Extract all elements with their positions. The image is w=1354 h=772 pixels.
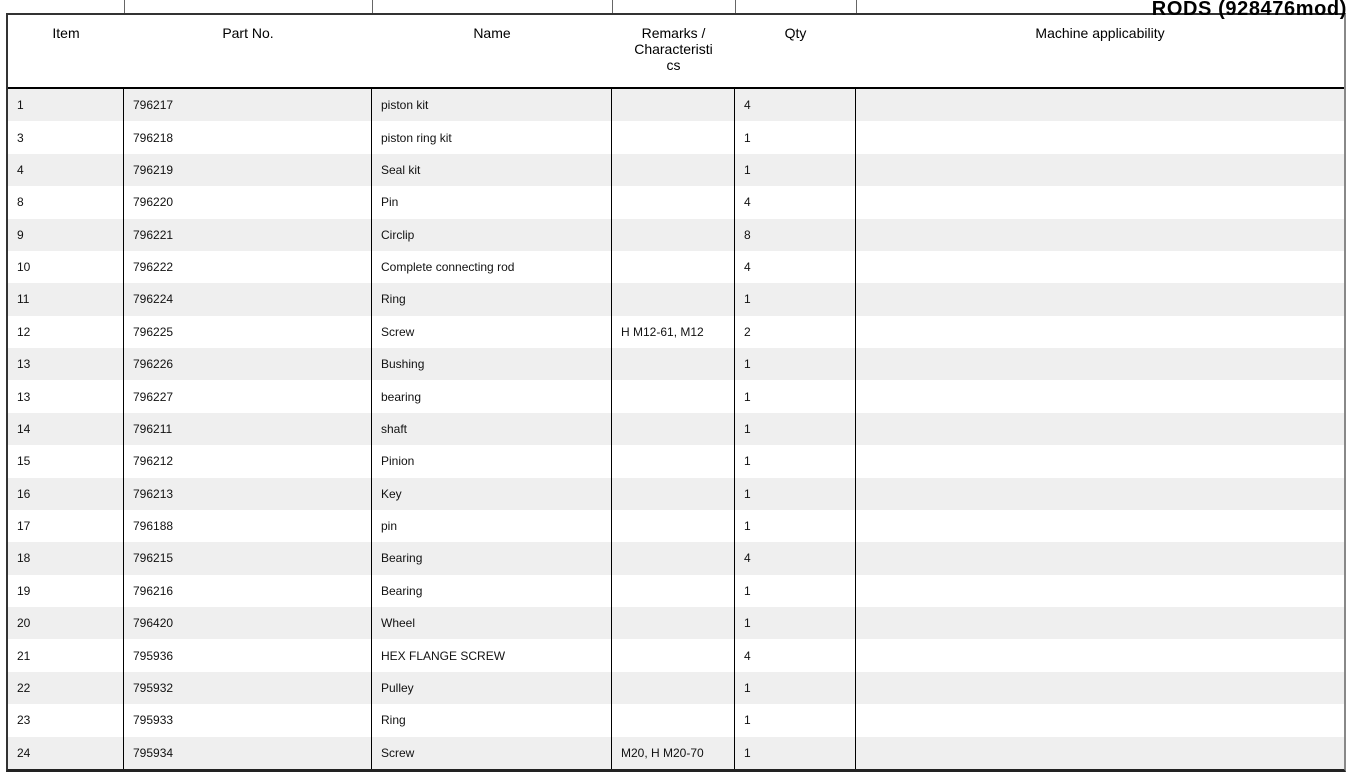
table-header <box>8 15 1344 89</box>
column-header-name: Name <box>473 25 511 41</box>
cell-qty: 4 <box>735 639 856 671</box>
cell-remarks <box>612 672 735 704</box>
cell-qty: 1 <box>735 413 856 445</box>
cell-qty: 4 <box>735 89 856 121</box>
cell-item: 9 <box>8 219 124 251</box>
cell-item: 23 <box>8 704 124 736</box>
cell-remarks: H M12-61, M12 <box>612 316 735 348</box>
cell-machine-applicability <box>856 510 1344 542</box>
cell-machine-applicability <box>856 639 1344 671</box>
cell-name: Ring <box>372 704 612 736</box>
cell-name: Bearing <box>372 575 612 607</box>
table-row <box>8 445 1344 477</box>
cell-qty: 1 <box>735 121 856 153</box>
cell-remarks <box>612 607 735 639</box>
cell-remarks: M20, H M20-70 <box>612 737 735 769</box>
cell-machine-applicability <box>856 704 1344 736</box>
cell-remarks <box>612 186 735 218</box>
cell-machine-applicability <box>856 89 1344 121</box>
cell-name: Pulley <box>372 672 612 704</box>
table-row <box>8 542 1344 574</box>
cell-item: 24 <box>8 737 124 769</box>
parts-table <box>6 13 1346 772</box>
cell-remarks <box>612 154 735 186</box>
cell-part-no: 796226 <box>124 348 372 380</box>
cell-qty: 1 <box>735 348 856 380</box>
cell-machine-applicability <box>856 380 1344 412</box>
cell-qty: 1 <box>735 283 856 315</box>
cell-machine-applicability <box>856 316 1344 348</box>
cell-name: Seal kit <box>372 154 612 186</box>
cell-machine-applicability <box>856 607 1344 639</box>
cell-qty: 1 <box>735 154 856 186</box>
table-row <box>8 607 1344 639</box>
cell-remarks <box>612 704 735 736</box>
column-header-qty: Qty <box>784 25 807 41</box>
cell-name: Pin <box>372 186 612 218</box>
cell-part-no: 796220 <box>124 186 372 218</box>
table-row <box>8 348 1344 380</box>
cell-qty: 2 <box>735 316 856 348</box>
table-row <box>8 89 1344 121</box>
cell-remarks <box>612 251 735 283</box>
table-row <box>8 380 1344 412</box>
cell-name: Bearing <box>372 542 612 574</box>
cell-machine-applicability <box>856 186 1344 218</box>
cell-item: 13 <box>8 348 124 380</box>
cell-qty: 4 <box>735 251 856 283</box>
cell-part-no: 796225 <box>124 316 372 348</box>
cell-machine-applicability <box>856 737 1344 769</box>
cell-remarks <box>612 639 735 671</box>
cell-part-no: 796211 <box>124 413 372 445</box>
table-body <box>8 89 1344 769</box>
column-header-remarks <box>612 15 735 87</box>
table-row <box>8 737 1344 769</box>
table-row <box>8 575 1344 607</box>
cell-name: Ring <box>372 283 612 315</box>
page-title: RODS (928476mod) <box>1151 0 1347 20</box>
cell-machine-applicability <box>856 219 1344 251</box>
cell-name: Key <box>372 478 612 510</box>
cell-name: piston ring kit <box>372 121 612 153</box>
cell-remarks <box>612 542 735 574</box>
cell-machine-applicability <box>856 445 1344 477</box>
cell-item: 18 <box>8 542 124 574</box>
cell-machine-applicability <box>856 348 1344 380</box>
cell-remarks <box>612 445 735 477</box>
cell-remarks <box>612 380 735 412</box>
cell-remarks <box>612 121 735 153</box>
cell-machine-applicability <box>856 575 1344 607</box>
cell-item: 11 <box>8 283 124 315</box>
cell-name: pin <box>372 510 612 542</box>
cell-item: 8 <box>8 186 124 218</box>
cell-part-no: 796420 <box>124 607 372 639</box>
cell-name: Screw <box>372 316 612 348</box>
cell-qty: 1 <box>735 737 856 769</box>
cell-item: 20 <box>8 607 124 639</box>
cell-qty: 4 <box>735 542 856 574</box>
cell-item: 17 <box>8 510 124 542</box>
cell-name: Pinion <box>372 445 612 477</box>
cell-machine-applicability <box>856 542 1344 574</box>
column-grid-tick <box>735 0 736 13</box>
column-header-part-no: Part No. <box>222 25 274 41</box>
cell-part-no: 796213 <box>124 478 372 510</box>
cell-qty: 1 <box>735 510 856 542</box>
cell-machine-applicability <box>856 154 1344 186</box>
table-row <box>8 704 1344 736</box>
cell-item: 22 <box>8 672 124 704</box>
cell-remarks <box>612 283 735 315</box>
cell-qty: 4 <box>735 186 856 218</box>
table-row <box>8 219 1344 251</box>
cell-remarks <box>612 575 735 607</box>
cell-name: Bushing <box>372 348 612 380</box>
cell-name: Circlip <box>372 219 612 251</box>
cell-part-no: 796221 <box>124 219 372 251</box>
cell-item: 3 <box>8 121 124 153</box>
table-row <box>8 413 1344 445</box>
cell-part-no: 796222 <box>124 251 372 283</box>
cell-part-no: 796219 <box>124 154 372 186</box>
table-row <box>8 639 1344 671</box>
cell-part-no: 796217 <box>124 89 372 121</box>
cell-item: 16 <box>8 478 124 510</box>
cell-part-no: 796224 <box>124 283 372 315</box>
cell-remarks <box>612 510 735 542</box>
cell-name: HEX FLANGE SCREW <box>372 639 612 671</box>
table-row <box>8 478 1344 510</box>
cell-name: Screw <box>372 737 612 769</box>
cell-qty: 8 <box>735 219 856 251</box>
cell-part-no: 796188 <box>124 510 372 542</box>
column-grid-tick <box>856 0 857 13</box>
cell-qty: 1 <box>735 380 856 412</box>
cell-part-no: 796216 <box>124 575 372 607</box>
cell-part-no: 796212 <box>124 445 372 477</box>
cell-item: 1 <box>8 89 124 121</box>
cell-remarks <box>612 478 735 510</box>
cell-machine-applicability <box>856 413 1344 445</box>
cell-qty: 1 <box>735 445 856 477</box>
cell-machine-applicability <box>856 283 1344 315</box>
cell-item: 12 <box>8 316 124 348</box>
cell-part-no: 796218 <box>124 121 372 153</box>
cell-part-no: 795934 <box>124 737 372 769</box>
cell-machine-applicability <box>856 251 1344 283</box>
cell-machine-applicability <box>856 121 1344 153</box>
column-grid-tick <box>612 0 613 13</box>
cell-machine-applicability <box>856 478 1344 510</box>
cell-part-no: 796215 <box>124 542 372 574</box>
cell-part-no: 795933 <box>124 704 372 736</box>
cell-name: piston kit <box>372 89 612 121</box>
cell-item: 14 <box>8 413 124 445</box>
cell-qty: 1 <box>735 607 856 639</box>
cell-remarks <box>612 413 735 445</box>
cell-qty: 1 <box>735 575 856 607</box>
cell-part-no: 795932 <box>124 672 372 704</box>
table-row <box>8 283 1344 315</box>
cell-remarks <box>612 348 735 380</box>
cell-part-no: 796227 <box>124 380 372 412</box>
column-header-item: Item <box>52 25 80 41</box>
cell-qty: 1 <box>735 704 856 736</box>
cell-name: bearing <box>372 380 612 412</box>
cell-remarks <box>612 219 735 251</box>
column-grid-tick <box>124 0 125 13</box>
cell-name: Wheel <box>372 607 612 639</box>
cell-qty: 1 <box>735 478 856 510</box>
table-row <box>8 316 1344 348</box>
table-row <box>8 154 1344 186</box>
cell-item: 15 <box>8 445 124 477</box>
cell-item: 19 <box>8 575 124 607</box>
column-header-machine-applicability: Machine applicability <box>1035 25 1165 41</box>
table-row <box>8 251 1344 283</box>
cell-item: 13 <box>8 380 124 412</box>
cell-name: Complete connecting rod <box>372 251 612 283</box>
column-grid-tick <box>372 0 373 13</box>
cell-name: shaft <box>372 413 612 445</box>
cell-qty: 1 <box>735 672 856 704</box>
cell-part-no: 795936 <box>124 639 372 671</box>
table-row <box>8 510 1344 542</box>
table-row <box>8 186 1344 218</box>
cell-item: 21 <box>8 639 124 671</box>
cell-machine-applicability <box>856 672 1344 704</box>
table-row <box>8 121 1344 153</box>
table-row <box>8 672 1344 704</box>
cell-remarks <box>612 89 735 121</box>
cell-item: 4 <box>8 154 124 186</box>
cell-item: 10 <box>8 251 124 283</box>
column-header-remarks-label: Remarks / Characteristics <box>634 25 713 73</box>
